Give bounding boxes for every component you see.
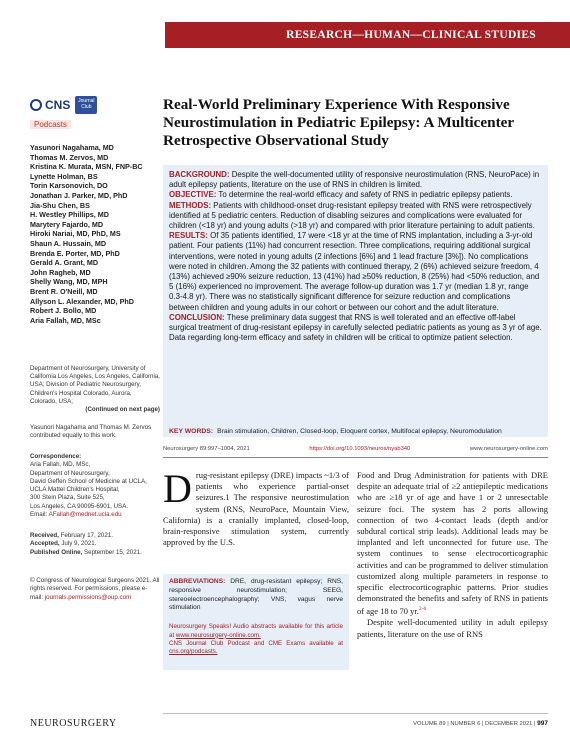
- author-name: H. Westley Phillips, MD: [30, 210, 109, 220]
- author-name: Torin Karsonovich, DO: [30, 181, 108, 191]
- page-footer: [30, 716, 548, 730]
- cns-podcasts-logo[interactable]: [30, 96, 118, 130]
- objective-text: To determine the real-world efficacy and safety of RNS in pediatric epilepsy patients.: [218, 190, 513, 200]
- correspondence-label: Correspondence:: [30, 453, 82, 460]
- correspondence-line: Aria Fallah, MD, MSc,: [30, 461, 91, 469]
- copyright-text: © Congress of Neurological Surgeons 2021. All rights reserved. For permissions, please e-mail:: [30, 577, 160, 601]
- correspondence: [30, 453, 160, 519]
- conclusion-heading: CONCLUSION:: [169, 312, 225, 322]
- correspondence-line: David Geffen School of Medicine at UCLA,: [30, 477, 147, 485]
- abbreviations-label: ABBREVIATIONS:: [169, 578, 226, 585]
- affiliations: [30, 365, 160, 414]
- logo-org: CNS: [45, 98, 71, 112]
- published-date: September 15, 2021.: [84, 548, 142, 556]
- author-name: Brent R. O'Neill, MD: [30, 286, 98, 296]
- author-list: [30, 143, 160, 325]
- correspondence-line: Los Angeles, CA 90095-6901, USA.: [30, 502, 129, 510]
- keywords: [163, 424, 548, 438]
- permissions-email-link[interactable]: journals.permissions@oup.com: [44, 593, 132, 601]
- author-name: Gerald A. Grant, MD: [30, 258, 99, 268]
- accepted-label: Accepted,: [30, 540, 60, 548]
- body-paragraph: rug-resistant epilepsy (DRE) impacts ~1/3 of patients who experience partial-onset seizures.1 The responsive neurostimulation system (RNS, NeuroPace, Mountain View, California) is a cranially implanted, closed-loop, brain-responsive stimulation system, currently approved by the U.S.: [163, 470, 349, 548]
- conclusion-text: These preliminary data suggest that RNS is well tolerated and an effective off-label surgical treatment of drug-resistant epilepsy in carefully selected pediatric patients as young as 3 yr of age. Data regarding long-term efficacy and safety in children will be critical to optimize patient selection.: [169, 312, 542, 343]
- correspondence-email-link[interactable]: AFallah@mednet.ucla.edu: [48, 511, 122, 519]
- received-label: Received,: [30, 532, 59, 539]
- author-name: Hiroki Nariai, MD, PhD, MS: [30, 229, 121, 239]
- article-title: Real-World Preliminary Experience With Responsive Neurostimulation in Pediatric Epilepsy: A Multicenter Retrospective Observational Study: [163, 96, 514, 149]
- podcast-note-text: CNS Journal Club Podcast and CME Exams available at: [169, 640, 343, 647]
- citation-line: [163, 446, 548, 458]
- author-name: Thomas M. Zervos, MD: [30, 152, 109, 162]
- audio-note-text: Neurosurgery Speaks! Audio abstracts available for this article at: [169, 623, 343, 639]
- author-name: Brenda E. Porter, MD, PhD: [30, 248, 120, 258]
- correspondence-line: Department of Neurosurgery,: [30, 469, 110, 477]
- audio-abstract-link[interactable]: www.neurosurgery-online.com.: [175, 631, 261, 639]
- methods-heading: METHODS:: [169, 200, 212, 210]
- author-name: Kristina K. Murata, MSN, FNP-BC: [30, 162, 143, 172]
- email-label: Email:: [30, 511, 48, 519]
- issue-text: VOLUME 89 | NUMBER 6 | DECEMBER 2021 |: [413, 720, 536, 727]
- accepted-date: July 9, 2021.: [61, 540, 97, 548]
- abbreviations-text: DRE, drug-resistant epilepsy; RNS, responsive neurostimulation; SEEG, stereoelectroencephalography; VNS, vagus nerve stimulation: [169, 578, 343, 612]
- abbreviations-box: [163, 574, 349, 670]
- author-name: Aria Fallah, MD, MSc: [30, 315, 101, 325]
- objective-heading: OBJECTIVE:: [169, 190, 217, 200]
- author-name: Robert J. Bollo, MD: [30, 306, 97, 316]
- journal-citation: Neurosurgery 89:997–1004, 2021: [163, 446, 250, 452]
- author-name: John Ragheb, MD: [30, 267, 91, 277]
- section-banner: RESEARCH—HUMAN—CLINICAL STUDIES: [165, 22, 570, 48]
- body-paragraph: Food and Drug Administration for patients with DRE despite an adequate trial of ≥2 antiepileptic medications who are ≥18 yr of age and have 1 or 2 unresectable seizure foci. The system has 2 ports allowing connection of two 4-contact leads (depth and/or subdural cortical strip leads). Additional leads may be implanted and left unconnected for future use. The system continues to sense electrocorticographic activities and can be programmed to deliver stimulation customized along multiple parameters in response to specific electrocorticographic patterns. Prior studies demonstrated the benefits and safety of RNS in patients of age 18 to 70 yr.: [357, 470, 548, 617]
- results-text: Of 35 patients identified, 17 were <18 yr at the time of RNS implantation, including a 3-yr-old patient. Four patients (11%) had concurrent resection. Three complications, requiring additional surgical interventions, were noted in young adults (2 infections [6%] and 1 lead fracture [3%]). No complications were noted in children. Among the 32 patients with continued therapy, 2 (6%) achieved seizure freedom, 4 (13%) achieved ≥90% seizure reduction, 13 (41%) had ≥50% reduction, 8 (25%) had <50% reduction, and 5 (16%) experienced no improvement. The average follow-up duration was 1.7 yr (median 1.8 yr, range 0.3-4.8 yr). There was no statistically significant difference for seizure reduction and complications between children and young adults in our cohort or between our cohort and the adult literature.: [169, 231, 540, 312]
- footer-rule: [163, 713, 548, 714]
- page-number: 997: [537, 719, 548, 727]
- body-paragraph: Despite well-documented utility in adult epilepsy patients, literature on the use of RNS: [357, 617, 548, 639]
- correspondence-line: UCLA Mattel Children's Hospital,: [30, 486, 120, 494]
- published-label: Published Online,: [30, 548, 83, 556]
- publication-dates: [30, 532, 160, 557]
- correspondence-line: 300 Stein Plaza, Suite 525,: [30, 494, 105, 502]
- equal-contribution-note: Yasunori Nagahama and Thomas M. Zervos contributed equally to this work.: [30, 424, 152, 440]
- logo-podcasts: Podcasts: [30, 120, 71, 129]
- methods-text: Patients with childhood-onset drug-resistant epilepsy treated with RNS were retrospectively identified at 5 pediatric centers. Reduction of disabling seizures and complications were evaluated for children (<18 yr) and young adults (>18 yr) and compared with prior literature pertaining to adult patients.: [169, 200, 535, 231]
- journal-brand: NEUROSURGERY: [30, 717, 117, 729]
- audio-notes: [169, 623, 343, 657]
- keywords-label: KEY WORDS:: [169, 427, 214, 435]
- background-heading: BACKGROUND:: [169, 170, 230, 179]
- reference-superscript[interactable]: 2-6: [418, 606, 427, 613]
- affiliations-text: Department of Neurosurgery, University of California Los Angeles, Los Angeles, California, USA; Division of Pediatric Neurosurgery, Children's Hospital Colorado, Aurora, Colorado, USA;: [30, 365, 161, 405]
- issue-info: [413, 720, 548, 727]
- author-name: Shelly Wang, MD, MPH: [30, 277, 108, 287]
- drop-cap: D: [163, 466, 192, 511]
- podcast-link[interactable]: cns.org/podcasts.: [169, 648, 218, 656]
- author-name: Yasunori Nagahama, MD: [30, 143, 114, 152]
- received-date: February 17, 2021.: [60, 532, 113, 539]
- continued-note: (Continued on next page): [85, 406, 160, 414]
- author-name: Jia-Shu Chen, BS: [30, 200, 90, 210]
- author-name: Marytery Fajardo, MD: [30, 219, 104, 229]
- cns-logo-icon: [30, 99, 42, 111]
- results-heading: RESULTS:: [169, 231, 208, 241]
- keywords-text: Brain stimulation, Children, Closed-loop, Eloquent cortex, Multifocal epilepsy, Neuromodulation: [217, 427, 502, 435]
- background-text: Despite the well-documented utility of responsive neurostimulation (RNS, NeuroPace) in adult epilepsy patients, literature on the use of RNS in children is limited.: [169, 170, 540, 190]
- doi-link[interactable]: https://doi.org/10.1093/neuros/nyab340: [309, 446, 411, 452]
- body-column-1: [163, 466, 349, 548]
- author-name: Shaun A. Hussain, MD: [30, 238, 107, 248]
- author-name: Allyson L. Alexander, MD, PhD: [30, 296, 134, 306]
- body-column-2: [357, 470, 548, 640]
- journal-club-badge: Journal Club: [75, 96, 97, 114]
- author-name: Lynette Holman, BS: [30, 171, 98, 181]
- journal-site: www.neurosurgery-online.com: [470, 446, 548, 452]
- copyright-notice: [30, 577, 160, 602]
- author-name: Jonathan J. Parker, MD, PhD: [30, 190, 128, 200]
- abstract-box: [163, 165, 548, 437]
